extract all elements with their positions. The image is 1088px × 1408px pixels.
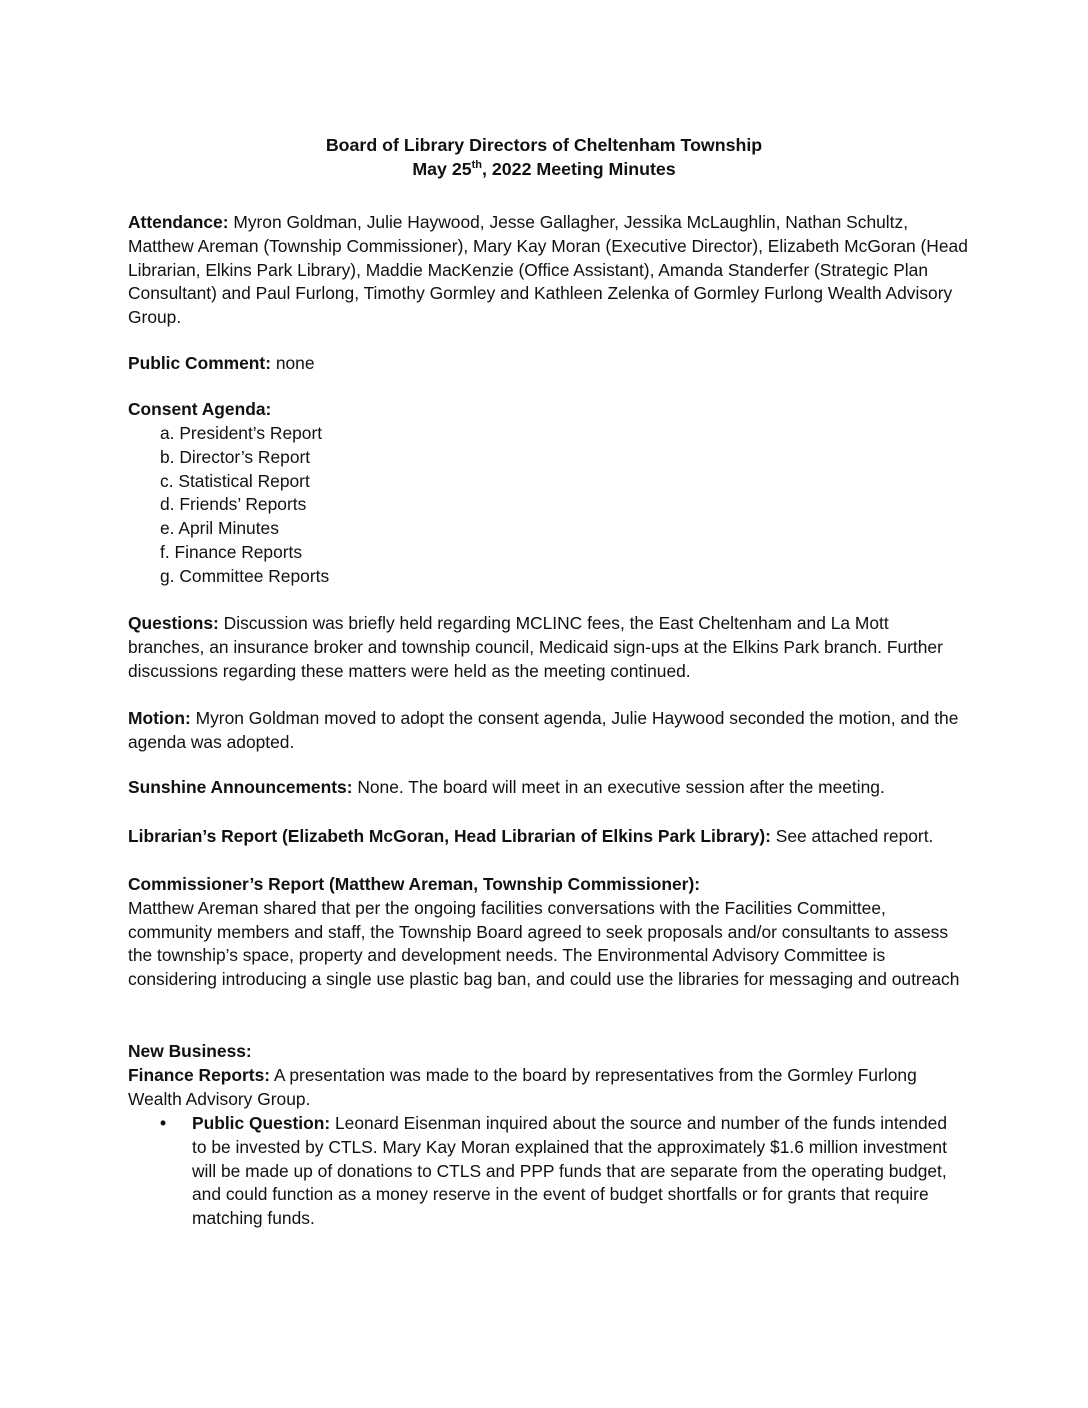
title-date-suffix: th xyxy=(471,159,483,172)
sunshine-section xyxy=(128,776,968,800)
sunshine-text: None. The board will meet in an executive session after the meeting. xyxy=(352,777,885,797)
public-question-text: Leonard Eisenman inquired about the source and number of the funds intended to be invested by CTLS. Mary Kay Moran explained that the approximately $1.6 million investment will be made up of donations to CTLS and PPP funds that are separate from the operating budget, and could function as a money reserve in the event of budget shortfalls or for grants that require matching funds. xyxy=(192,1113,948,1229)
attendance-label: Attendance: xyxy=(128,212,229,232)
consent-agenda-list xyxy=(160,422,560,589)
list-item: c. Statistical Report xyxy=(160,470,310,491)
finance-reports-paragraph xyxy=(128,1064,968,1112)
new-business-section xyxy=(128,1040,968,1111)
motion-section xyxy=(128,707,968,755)
list-item: g. Committee Reports xyxy=(160,565,330,586)
finance-reports-text: A presentation was made to the board by representatives from the Gormley Furlong Wealth Advisory Group. xyxy=(128,1064,917,1109)
list-item: f. Finance Reports xyxy=(160,541,303,562)
librarian-report-label: Librarian’s Report (Elizabeth McGoran, Head Librarian of Elkins Park Library): xyxy=(128,826,771,846)
librarian-report-section xyxy=(128,825,968,849)
title-rest: , 2022 Meeting Minutes xyxy=(482,159,676,179)
new-business-label: New Business: xyxy=(128,1041,252,1061)
public-comment-label: Public Comment: xyxy=(128,353,271,373)
title-line-1: Board of Library Directors of Cheltenham Township xyxy=(325,135,763,155)
list-item: b. Director’s Report xyxy=(160,446,311,467)
commissioner-report-label: Commissioner’s Report (Matthew Areman, Township Commissioner): xyxy=(128,874,701,894)
finance-reports-label: Finance Reports: xyxy=(128,1064,271,1085)
attendance-section xyxy=(128,211,968,330)
public-question-label: Public Question: xyxy=(192,1113,331,1133)
sunshine-label: Sunshine Announcements: xyxy=(128,777,353,797)
bullet-icon: • xyxy=(160,1113,167,1133)
questions-section xyxy=(128,612,968,683)
public-question-paragraph xyxy=(192,1112,960,1231)
questions-label: Questions: xyxy=(128,613,219,633)
motion-label: Motion: xyxy=(128,708,191,728)
list-item: e. April Minutes xyxy=(160,518,279,539)
public-comment-section xyxy=(128,352,968,376)
title-date: May 25 xyxy=(412,159,472,179)
commissioner-report-section xyxy=(128,873,968,992)
document-title xyxy=(0,134,1088,158)
librarian-report-text: See attached report. xyxy=(770,826,934,846)
list-item: a. President’s Report xyxy=(160,423,323,443)
consent-agenda-label: Consent Agenda: xyxy=(128,399,272,419)
motion-text: Myron Goldman moved to adopt the consent agenda, Julie Haywood seconded the motion, and the agenda was adopted. xyxy=(128,708,959,752)
public-comment-text: none xyxy=(271,353,315,373)
document-subtitle xyxy=(0,158,1088,182)
list-item: d. Friends’ Reports xyxy=(160,494,307,515)
questions-text: Discussion was briefly held regarding MCLINC fees, the East Cheltenham and La Mott branches, an insurance broker and township council, Medicaid sign-ups at the Elkins Park branch. Further discussions regarding these matters were held as the meeting continued. xyxy=(128,613,943,681)
attendance-text: Myron Goldman, Julie Haywood, Jesse Gallagher, Jessika McLaughlin, Nathan Schultz, Matthew Areman (Township Commissioner), Mary Kay Moran (Executive Director), Elizabeth McGoran (Head Librarian, Elkins Park Library), Maddie MacKenzie (Office Assistant), Amanda Standerfer (Strategic Plan Consultant) and Paul Furlong, Timothy Gormley and Kathleen Zelenka of Gormley Furlong Wealth Advisory Group. xyxy=(128,212,968,328)
commissioner-report-text: Matthew Areman shared that per the ongoing facilities conversations with the Facilities Committee, community members and staff, the Township Board agreed to seek proposals and/or consultants to assess the township’s space, property and development needs. The Environmental Advisory Committee is considering introducing a single use plastic bag ban, and could use the libraries for messaging and outreach xyxy=(128,897,960,990)
consent-agenda-section xyxy=(128,398,968,422)
